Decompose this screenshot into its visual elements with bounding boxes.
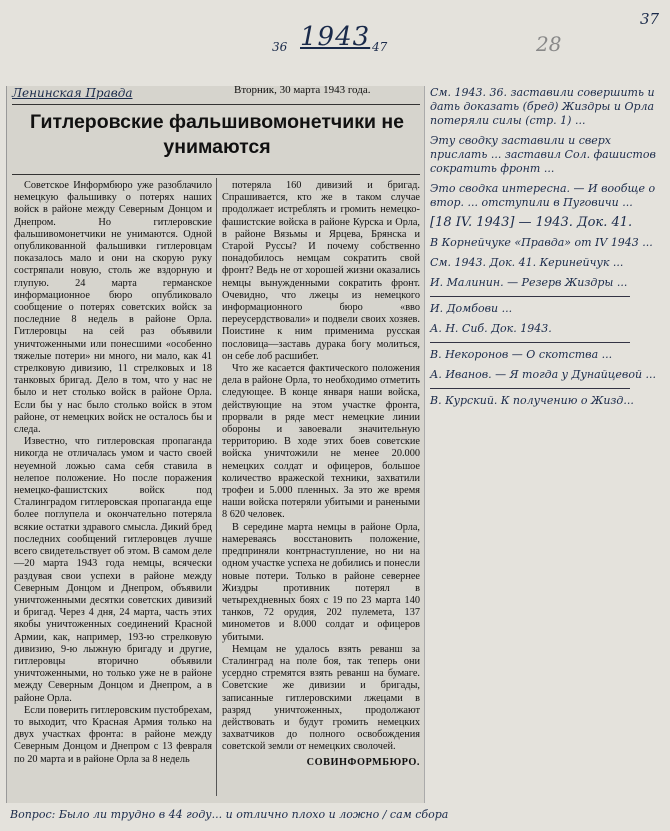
- handwritten-note: И. Малинин. — Резерв Жиздры ...: [430, 276, 628, 289]
- paragraph: потеряла 160 дивизий и бригад. Спрашивается, кто же в таком случае продолжает истреблять и громить немецко-фашистские войска в районе Курска и Орла, в районе Вязьмы и Ярцева, Брянска и Старой Руссы? И почему собственно понадобилось немцам сократить свой фронт? Ведь не от хорошей жизни оказались немцы вынужденными сократить фронт. Очевидно, что лжецы из немецкого информационного бюро «вво переусердствовали» и подвели своих хозяев. Поистине к ним применима русская пословица—заставь дурака богу молиться, он себе лоб расшибет.: [222, 180, 420, 362]
- column-divider: [216, 178, 217, 796]
- handwritten-note: В. Некоронов — О скотства ...: [430, 348, 613, 361]
- handwritten-note: А. Иванов. — Я тогда у Дунайцевой ...: [430, 368, 657, 381]
- paragraph: Советское Информбюро уже разоблачило немецкую фальшивку о потерях наших войск в районе между Северным Донцом и Днепром. Но гитлеровские фальшивомонетчики не унимаются. Одной опубликованной фальшивки гитлеровцам показалось мало и они на скорую руку состряпали новую, столь же вздорную и глупую. 24 марта германское информационное бюро опубликовало сообщение о потерях советских войск за последние 8 недель в районе Орла. Гитлеровцы на сей раз объявили уничтоженными или понесшими «особенно тяжелые потери» ни много, ни мало, как 41 стрелковую дивизию, 11 стрелковых и 18 танковых бригад. Дело в том, что у нас не было и нет столько войск в районе Орла. Если бы у нас было столько войск в этом районе, от немецких войск не осталось бы и следа.: [14, 180, 212, 436]
- page-number: 37: [640, 10, 660, 28]
- handwritten-note: См. 1943. 36. заставили совершить и дать доказать (бред) Жиздры и Орла потеряли силы (стр. 1) ...: [430, 86, 655, 127]
- handwritten-notes: [430, 86, 666, 414]
- newspaper-source-note: Ленинская Правда: [12, 86, 133, 100]
- handwritten-note: В. Курский. К получению о Жизд...: [430, 394, 634, 407]
- archive-year: 1943: [300, 22, 371, 52]
- note-separator: [430, 296, 630, 297]
- handwritten-note: И. Домбови ...: [430, 302, 513, 315]
- newspaper-dateline: Вторник, 30 марта 1943 года.: [234, 84, 371, 96]
- header-rule: [12, 104, 420, 105]
- handwritten-note: [18 IV. 1943] — 1943. Док. 41.: [430, 215, 633, 230]
- paragraph: Немцам не удалось взять реванш за Сталинград на поле боя, так теперь они усердно стремятся взять реванш на бумаге. Советские же дивизии и бригады, записанные гитлеровскими лжецами в разряд уничтоженных, продолжают действовать и будут громить немецких захватчиков до полного освобождения советской земли от немецких сволочей.: [222, 643, 420, 753]
- paragraph: Известно, что гитлеровская пропаганда никогда не отличалась умом и часто своей неуемной ложью сама себя ставила в нелепое положение. Но после поражения немецко-фашистских войск под Сталинградом гитлеровская пропаганда еще более поглупела и окончательно потеряла всякие остатки здравого смысла. Дикий бред последних сообщений гитлеровцев лучше всего свидетельствует об этом. В самом деле—20 марта 1943 года немцы, всячески раздувая свои успехи в районе между Северным Донцом и Днепром, объявили уничтоженными десятки советских дивизий и бригад. Через 4 дня, 24 марта, часть этих якобы уничтоженных соединений Красной Армии, как, например, 193-ю стрелковую дивизию, 9-ю лыжную бригаду и другие, гитлеровцы вторично объявили уничтоженными, но только уже не в районе между Северным Донцом и Днепром, а в районе Орла.: [14, 436, 212, 704]
- note-separator: [430, 342, 630, 343]
- handwritten-note: В Корнейчуке «Правда» от IV 1943 ...: [430, 236, 653, 249]
- note-separator: [430, 388, 630, 389]
- headline-rule: [12, 174, 420, 175]
- handwritten-note: Это сводка интересна. — И вообще о втор. ... отступили в Пуговичи ...: [430, 182, 656, 209]
- archive-num-left: 36: [272, 40, 288, 54]
- bottom-handwritten-note: Вопрос: Было ли трудно в 44 году... и отлично плохо и ложно / сам сбора: [10, 808, 449, 821]
- handwritten-note: Эту сводку заставили и сверх прислать ... заставил Сол. фашистов сократить фронт ...: [430, 134, 656, 175]
- handwritten-note: А. Н. Сиб. Док. 1943.: [430, 322, 552, 335]
- archive-num-right: 47: [372, 40, 388, 54]
- article-column-2: [222, 180, 420, 769]
- paragraph: В середине марта немцы в районе Орла, намереваясь восстановить положение, предприняли контрнаступление, но ни на одном участке успеха не добились и понесли новые потери. Только в районе севернее Жиздры противник потерял в четырехдневных боях с 19 по 23 марта 140 танков, 72 орудия, 202 пулемета, 137 минометов и 8.000 солдат и офицеров убитыми.: [222, 521, 420, 643]
- handwritten-note: См. 1943. Док. 41. Керинейчук ...: [430, 256, 624, 269]
- article-signature: СОВИНФОРМБЮРО.: [306, 756, 420, 768]
- paragraph: Если поверить гитлеровским пустобрехам, то выходит, что Красная Армия только на двух участках фронта: в районе между Северным Донцом и Днепром с 13 февраля по 20 марта и в районе Орла за 8 недель: [14, 704, 212, 765]
- archive-stamp: 28: [536, 32, 562, 56]
- article-column-1: [14, 180, 212, 766]
- paragraph: Что же касается фактического положения дела в районе Орла, то необходимо отметить следующее. В конце января наши войска, действующие на этом участке фронта, прорвали в ряде мест немецкие линии обороны и завоевали значительную территорию. В ходе этих боев советские войска уничтожили не менее 20.000 немецких солдат и офицеров, большое количество вражеской техники, захватили трофеи и 5.000 пленных. За это же время наши войска потеряли убитыми и ранеными 8 620 человек.: [222, 363, 420, 521]
- article-headline: Гитлеровские фальшивомонетчики не унимаются: [29, 111, 404, 158]
